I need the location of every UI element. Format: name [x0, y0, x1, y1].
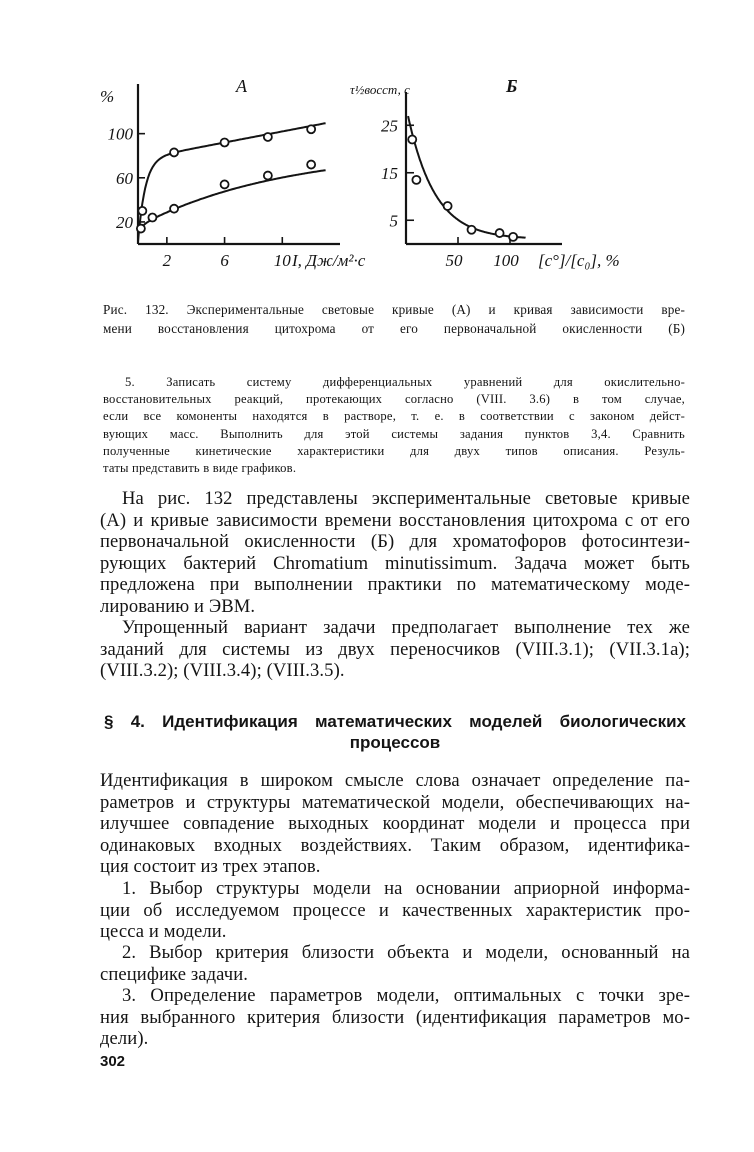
exercise-line: 5. Записать систему дифференциальных уравнений для окислительно- [125, 375, 685, 389]
body-line: предложена при выполнении практики по математическому моде- [100, 574, 690, 596]
panel-a-data-point [170, 205, 178, 213]
caption-line: мени восстановления цитохрома от его первоначальной окисленности (Б) [103, 321, 685, 336]
exercise-line: полученные кинетические характеристики для двух типов описания. Резуль- [103, 443, 685, 458]
panel-b-label: Б [506, 76, 518, 96]
body-line: ции об исследуемом процессе и качественных характеристик про- [100, 899, 690, 921]
body-line: 2. Выбор критерия близости объекта и модели, основанный на [122, 942, 690, 963]
panel-a-x-tick-label: 10 [273, 251, 291, 270]
panel-a-data-point [264, 172, 272, 180]
exercise-line: вующих масс. Выполнить для этой системы задания пунктов 3,4. Сравнить [103, 426, 685, 441]
body-line: одинаковых входных воздействиях. Таким образом, идентифика- [100, 834, 690, 856]
panel-b-curve [408, 116, 525, 238]
body-line: ция состоит из трех этапов. [100, 856, 321, 878]
body-line: На рис. 132 представлены экспериментальные световые кривые [122, 488, 690, 509]
figure-caption [103, 300, 685, 338]
heading-line: § 4. Идентификация математических моделей биологических [104, 712, 686, 731]
body-line: (А) и кривые зависимости времени восстановления цитохрома с от его [100, 509, 690, 531]
panel-a-data-point [170, 148, 178, 156]
panel-b-x-tick-label: 50 [445, 251, 463, 270]
exercise-line: восстановительных реакций, протекающих согласно (VIII. 3.6) в том случае, [103, 392, 685, 407]
body-line: рующих бактерий Chromatium minutissimum. Задача может быть [100, 552, 690, 574]
body-line: цесса и модели. [100, 921, 227, 943]
exercise-line: таты представить в виде графиков. [103, 461, 297, 476]
panel-a-data-point [307, 125, 315, 133]
panel-a-data-point [221, 180, 229, 188]
panel-a-curve-upper [138, 123, 326, 242]
panel-b-data-point [496, 229, 504, 237]
body-line: ния выбранного критерия близости (идентификация параметров мо- [100, 1006, 690, 1028]
panel-b-data-point [509, 233, 517, 241]
body-line: дели). [100, 1028, 149, 1050]
page-number: 302 [100, 1053, 126, 1070]
body-line: 3. Определение параметров модели, оптимальных с точки зре- [122, 985, 690, 1006]
body-line: Идентификация в широком смысле слова означает определение па- [100, 770, 690, 791]
panel-b-x-unit: [c°]/[c₀], % [538, 251, 620, 270]
panel-a-data-point [264, 133, 272, 141]
panel-a-curve-lower [138, 170, 326, 233]
panel-b-data-point [412, 176, 420, 184]
body-line: заданий для системы из двух переносчиков (VIII.3.1); (VII.3.1а); [100, 638, 690, 660]
panel-a [100, 76, 366, 270]
panel-a-x-unit: I, Дж/м²·с [292, 251, 366, 270]
panel-b-y-tick-label: 15 [381, 163, 398, 183]
panel-b-data-point [408, 136, 416, 144]
body-line: 1. Выбор структуры модели на основании априорной информа- [122, 878, 690, 899]
paragraph-1 [100, 488, 690, 618]
exercise-line: если все комоненты находятся в растворе, т. е. в соответствии с законом дейст- [103, 409, 685, 424]
panel-a-data-point [137, 225, 145, 233]
list-item-2 [100, 942, 690, 985]
list-item-1 [100, 878, 690, 943]
body-line: лированию и ЭВМ. [100, 595, 256, 617]
body-line: илучшее совпадение выходных координат модели и процесса при [100, 813, 690, 835]
panel-a-y-unit: % [100, 87, 115, 106]
panel-b-y-unit: τ½восст, с [350, 82, 410, 97]
panel-a-y-tick-label: 20 [116, 212, 133, 232]
panel-a-data-point [148, 214, 156, 222]
panel-a-data-point [307, 161, 315, 169]
panel-b-y-tick-label: 25 [381, 116, 398, 136]
figure-132 [100, 62, 670, 282]
panel-b-y-tick-label: 5 [389, 211, 398, 231]
panel-a-x-tick-label: 6 [220, 251, 229, 270]
figure-svg [100, 62, 670, 277]
body-line: Упрощенный вариант задачи предполагает выполнение тех же [122, 617, 690, 638]
panel-a-y-tick-label: 100 [107, 124, 133, 144]
section-heading [100, 711, 690, 753]
exercise-5 [103, 374, 685, 477]
panel-b [350, 76, 620, 270]
panel-a-data-point [138, 207, 146, 215]
panel-a-y-tick-label: 60 [116, 168, 133, 188]
caption-line: Рис. 132. Экспериментальные световые кривые (А) и кривая зависимости вре- [103, 302, 685, 317]
panel-b-data-point [444, 202, 452, 210]
panel-a-data-point [221, 138, 229, 146]
panel-b-x-tick-label: 100 [493, 251, 519, 270]
list-item-3 [100, 985, 690, 1050]
body-line: специфике задачи. [100, 963, 249, 985]
body-line: первоначальной окисленности (Б) для хроматофоров фотосинтези- [100, 531, 690, 553]
panel-b-data-point [468, 226, 476, 234]
heading-line: процессов [349, 733, 441, 752]
body-line: раметров и структуры математической модели, обеспечивающих на- [100, 791, 690, 813]
body-line: (VIII.3.2); (VIII.3.4); (VIII.3.5). [100, 660, 345, 682]
paragraph-3 [100, 770, 690, 878]
paragraph-2 [100, 617, 690, 682]
panel-a-x-tick-label: 2 [162, 251, 172, 270]
panel-a-label: А [236, 76, 247, 96]
